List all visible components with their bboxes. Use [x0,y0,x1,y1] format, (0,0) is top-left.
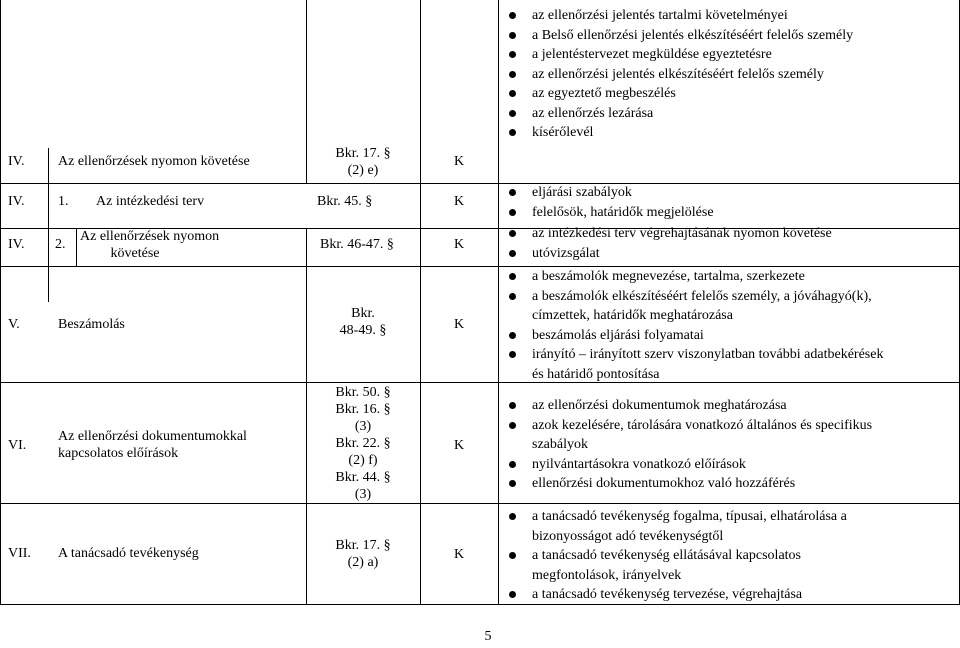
list-item: irányító – irányított szerv viszonylatban további adatbekérések [498,345,883,365]
list-item: az ellenőrzési jelentés elkészítéséért felelős személy [498,65,853,85]
page-number: 5 [484,629,492,644]
legal-reference: Bkr. 44. § [335,470,391,485]
legal-reference: Bkr. [351,306,375,321]
legal-reference: 48-49. § [339,323,387,338]
list-item: az intézkedési terv végrehajtásának nyomon követése [498,224,832,244]
legal-reference: Bkr. 45. § [317,194,373,209]
list-item: szabályok [532,437,588,452]
grid-line [76,228,77,266]
legal-reference: Bkr. 46-47. § [320,237,394,252]
list-item: a Belső ellenőrzési jelentés elkészítéséért felelős személy [498,26,853,46]
legal-reference: (3) [354,487,372,502]
row-title: Az intézkedési terv [96,194,205,209]
row-subnumber: 2. [55,237,66,252]
legal-reference: (2) f) [348,453,378,468]
grid-line [48,148,49,302]
grid-line [0,503,960,504]
row-mark: K [453,237,465,252]
row-number: V. [8,317,20,332]
grid-line [0,0,1,604]
list-item: nyilvántartásokra vonatkozó előírások [498,455,872,475]
legal-reference: Bkr. 17. § [335,538,391,553]
legal-reference: Bkr. 16. § [335,402,391,417]
list-item: ellenőrzési dokumentumokhoz való hozzáférés [498,474,872,494]
legal-reference: Bkr. 50. § [335,385,391,400]
legal-reference: (3) [354,419,372,434]
row-mark: K [453,438,465,453]
legal-reference: (2) e) [347,163,379,178]
list-item: a jelentéstervezet megküldése egyeztetésre [498,45,853,65]
row-title: Az ellenőrzések nyomon [80,229,220,244]
bullet-list [498,396,872,494]
row-mark: K [453,317,465,332]
row-title: követése [110,246,160,261]
legal-reference: Bkr. 22. § [335,436,391,451]
bullet-list [498,183,714,222]
list-item: eljárási szabályok [498,183,714,203]
list-item: megfontolások, irányelvek [532,567,682,583]
row-title: Az ellenőrzések nyomon követése [58,154,250,169]
row-title: Beszámolás [58,317,125,332]
row-title: Az ellenőrzési dokumentumokkal [58,429,247,444]
bullet-list [498,224,832,263]
list-item: beszámolás eljárási folyamatai [498,326,883,346]
list-item: kísérőlevél [498,123,853,143]
list-item: az ellenőrzési jelentés tartalmi követelményei [498,6,853,26]
list-item: a tanácsadó tevékenység ellátásával kapcsolatos [498,546,847,566]
row-number: IV. [8,237,25,252]
bullet-list [498,6,853,143]
row-number: IV. [8,194,25,209]
grid-line [0,183,960,184]
list-item: felelősök, határidők megjelölése [498,203,714,223]
row-mark: K [453,547,465,562]
bullet-list [498,267,883,384]
list-item: az ellenőrzés lezárása [498,104,853,124]
row-mark: K [453,154,465,169]
list-item: a beszámolók elkészítéséért felelős személy, a jóváhagyó(k), [498,287,883,307]
grid-line [420,0,421,604]
row-mark: K [453,194,465,209]
bullet-list [498,507,847,605]
row-number: IV. [8,154,25,169]
list-item: a tanácsadó tevékenység tervezése, végrehajtása [498,585,847,605]
row-title: kapcsolatos előírások [58,446,179,461]
list-item: címzettek, határidők meghatározása [532,308,733,323]
row-subnumber: 1. [58,194,69,209]
list-item: a tanácsadó tevékenység fogalma, típusai, elhatárolása a [498,507,847,527]
list-item: és határidő pontosítása [532,366,660,382]
legal-reference: Bkr. 17. § [335,146,391,161]
row-title: A tanácsadó tevékenység [58,546,199,561]
list-item: a beszámolók megnevezése, tartalma, szerkezete [498,267,883,287]
list-item: az egyeztető megbeszélés [498,84,853,104]
list-item: az ellenőrzési dokumentumok meghatározása [498,396,872,416]
list-item: bizonyosságot adó tevékenységtől [532,528,724,544]
legal-reference: (2) a) [347,555,379,570]
list-item: utóvizsgálat [498,244,832,264]
list-item: azok kezelésére, tárolására vonatkozó általános és specifikus [498,416,872,436]
row-number: VII. [8,546,31,561]
row-number: VI. [8,438,27,453]
